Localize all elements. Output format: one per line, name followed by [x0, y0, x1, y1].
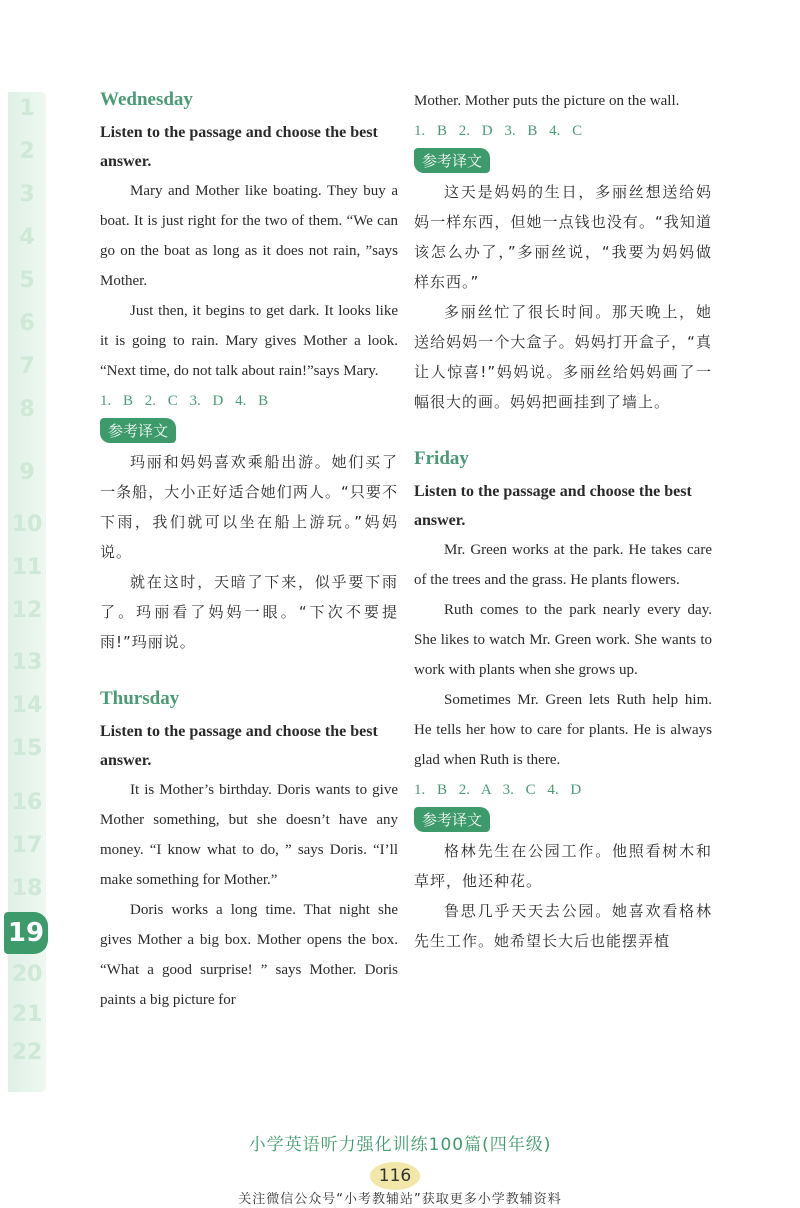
- passage-paragraph: Mary and Mother like boating. They buy a boat. It is just right for the two of them. “We can go on the boat as long as it does not rain, ”says Mother.: [100, 183, 398, 289]
- right-column: [414, 86, 712, 956]
- translation-paragraph: 玛丽和妈妈喜欢乘船出游。她们买了一条船，大小正好适合她们两人。“只要不下雨，我们就可以坐在船上游玩。”妈妈说。: [100, 453, 398, 561]
- passage-paragraph: Ruth comes to the park nearly every day. She likes to watch Mr. Green work. She wants to work with plants when she grows up.: [414, 602, 712, 678]
- chapter-tab[interactable]: 7: [19, 354, 35, 379]
- passage-paragraph: Mr. Green works at the park. He takes care of the trees and the grass. He plants flowers.: [414, 542, 712, 588]
- answer-key: 1. B 2. D 3. B 4. C: [414, 123, 583, 139]
- chapter-tab[interactable]: 14: [11, 693, 43, 718]
- chapter-tab[interactable]: 16: [11, 790, 43, 815]
- chapter-tab[interactable]: 4: [19, 225, 35, 250]
- chapter-tab[interactable]: 5: [19, 268, 35, 293]
- passage-paragraph: Sometimes Mr. Green lets Ruth help him. He tells her how to care for plants. He is always glad when Ruth is there.: [414, 692, 712, 768]
- instruction-text: Listen to the passage and choose the best answer.: [100, 124, 378, 170]
- translation-badge: 参考译文: [414, 807, 490, 832]
- chapter-tab[interactable]: 2: [19, 139, 35, 164]
- translation-paragraph: 鲁思几乎天天去公园。她喜欢看格林先生工作。她希望长大后也能摆弄植: [414, 902, 712, 950]
- chapter-tab[interactable]: 3: [19, 182, 35, 207]
- instruction-text: Listen to the passage and choose the best answer.: [100, 723, 378, 769]
- chapter-tab[interactable]: 17: [11, 833, 43, 858]
- footer-note: 关注微信公众号“小考教辅站”获取更多小学教辅资料: [238, 1192, 562, 1207]
- passage-paragraph-continued: Mother. Mother puts the picture on the wall.: [414, 93, 680, 109]
- chapter-tab[interactable]: 8: [19, 397, 35, 422]
- chapter-tab[interactable]: 11: [11, 555, 43, 580]
- chapter-tab[interactable]: 21: [11, 1002, 43, 1027]
- book-title-footer: 小学英语听力强化训练100篇(四年级): [248, 1135, 552, 1155]
- chapter-tab[interactable]: 20: [11, 962, 43, 987]
- instruction-text: Listen to the passage and choose the best answer.: [414, 483, 692, 529]
- chapter-tab[interactable]: 9: [19, 460, 35, 485]
- answer-key: 1. B 2. A 3. C 4. D: [414, 782, 582, 798]
- day-heading-thursday: Thursday: [100, 688, 180, 709]
- chapter-tab[interactable]: 10: [11, 512, 43, 537]
- answer-key: 1. B 2. C 3. D 4. B: [100, 393, 269, 409]
- passage-paragraph: Doris works a long time. That night she gives Mother a big box. Mother opens the box. “What a good surprise! ” says Mother. Doris paints a big picture for: [100, 902, 398, 1008]
- translation-paragraph: 格林先生在公园工作。他照看树木和草坪，他还种花。: [414, 842, 712, 890]
- chapter-tab[interactable]: 12: [11, 598, 43, 623]
- translation-badge: 参考译文: [414, 148, 490, 173]
- translation-paragraph: 多丽丝忙了很长时间。那天晚上，她送给妈妈一个大盒子。妈妈打开盒子，“真让人惊喜!”妈妈说。多丽丝给妈妈画了一幅很大的画。妈妈把画挂到了墙上。: [414, 303, 712, 411]
- chapter-tab[interactable]: 13: [11, 650, 43, 675]
- translation-badge: 参考译文: [100, 418, 176, 443]
- chapter-tab[interactable]: 1: [19, 96, 35, 121]
- day-heading-wednesday: Wednesday: [100, 89, 193, 110]
- translation-paragraph: 就在这时，天暗了下来，似乎要下雨了。玛丽看了妈妈一眼。“下次不要提雨!”玛丽说。: [100, 573, 398, 651]
- translation-paragraph: 这天是妈妈的生日，多丽丝想送给妈妈一样东西，但她一点钱也没有。“我知道该怎么办了，”多丽丝说，“我要为妈妈做样东西。”: [414, 183, 712, 291]
- passage-paragraph: It is Mother’s birthday. Doris wants to give Mother something, but she doesn’t have any money. “I know what to do, ” says Doris. “I’ll make something for Mother.”: [100, 782, 398, 888]
- passage-paragraph: Just then, it begins to get dark. It looks like it is going to rain. Mary gives Mother a look. “Next time, do not talk about rain!”says Mary.: [100, 303, 398, 379]
- page-number: 116: [370, 1162, 420, 1190]
- chapter-tab[interactable]: 6: [19, 311, 35, 336]
- chapter-tab[interactable]: 18: [11, 876, 43, 901]
- chapter-tab[interactable]: 15: [11, 736, 43, 761]
- chapter-tab[interactable]: 22: [11, 1040, 43, 1065]
- chapter-tab-strip: [8, 92, 46, 1092]
- left-column: [100, 86, 398, 1015]
- chapter-tab-active[interactable]: 19: [4, 912, 48, 954]
- day-heading-friday: Friday: [414, 448, 469, 469]
